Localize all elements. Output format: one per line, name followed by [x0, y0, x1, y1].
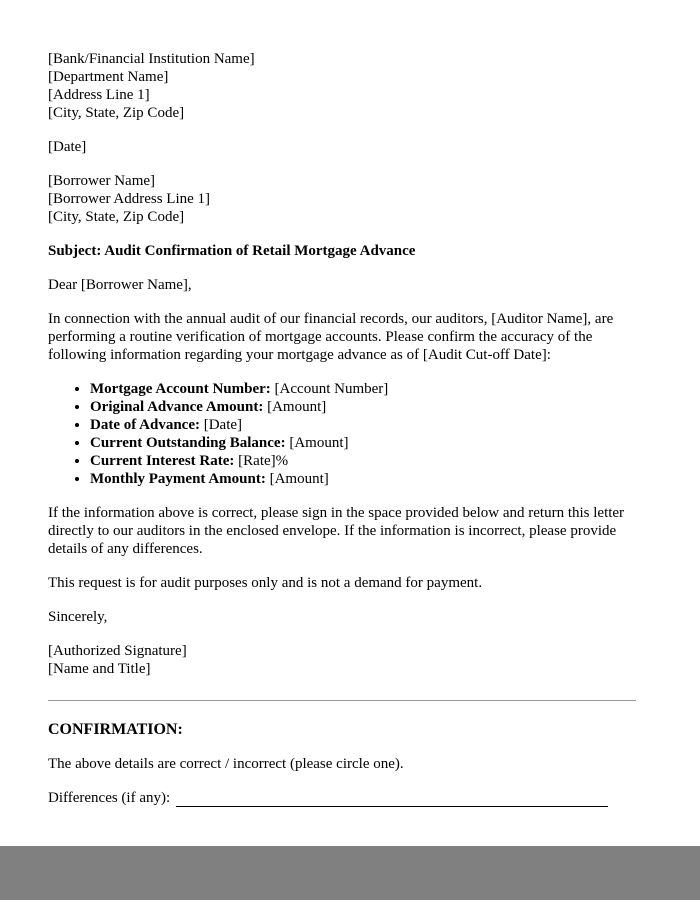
- list-item: [90, 434, 608, 452]
- subject-line: Subject: Audit Confirmation of Retail Mortgage Advance: [48, 243, 416, 259]
- intro-paragraph: In connection with the annual audit of our financial records, our auditors, [Auditor Name], are performing a routine verification of mortgage accounts. Please confirm the accuracy of the following information regarding your mortgage advance as of [Audit Cut-off Date]:: [48, 311, 614, 363]
- sign-instruction-paragraph: If the information above is correct, please sign in the space provided below and return this letter directly to our auditors in the enclosed envelope. If the information is incorrect, please provide details of any differences.: [48, 505, 625, 557]
- detail-label: Current Interest Rate:: [90, 453, 235, 469]
- detail-label: Original Advance Amount:: [90, 399, 264, 415]
- confirmation-instruction: The above details are correct / incorrect (please circle one).: [48, 756, 404, 772]
- signature-line: [Authorized Signature]: [48, 643, 187, 659]
- detail-value: [Date]: [203, 417, 243, 433]
- differences-row: [48, 789, 608, 807]
- differences-label: Differences (if any):: [48, 790, 171, 806]
- sender-line: [Address Line 1]: [48, 87, 150, 103]
- recipient-line: [Borrower Address Line 1]: [48, 191, 211, 207]
- sender-line: [Department Name]: [48, 69, 169, 85]
- purpose-paragraph: This request is for audit purposes only and is not a demand for payment.: [48, 575, 483, 591]
- list-item: [90, 398, 608, 416]
- section-divider: [48, 700, 636, 701]
- recipient-address-block: [48, 172, 640, 226]
- detail-value: [Account Number]: [274, 381, 389, 397]
- list-item: [90, 416, 608, 434]
- closing: Sincerely,: [48, 609, 108, 625]
- detail-value: [Amount]: [269, 471, 329, 487]
- detail-value: [Amount]: [289, 435, 349, 451]
- sender-address-block: [48, 50, 640, 122]
- list-item: [90, 452, 608, 470]
- list-item: [90, 380, 608, 398]
- detail-label: Current Outstanding Balance:: [90, 435, 286, 451]
- detail-value: [Rate]%: [238, 453, 289, 469]
- salutation: Dear [Borrower Name],: [48, 277, 192, 293]
- signature-line: [Name and Title]: [48, 661, 151, 677]
- sender-line: [City, State, Zip Code]: [48, 105, 185, 121]
- recipient-line: [City, State, Zip Code]: [48, 209, 185, 225]
- detail-value: [Amount]: [267, 399, 327, 415]
- mortgage-details-list: [48, 380, 608, 488]
- detail-label: Date of Advance:: [90, 417, 200, 433]
- date-line: [Date]: [48, 139, 87, 155]
- detail-label: Monthly Payment Amount:: [90, 471, 266, 487]
- list-item: [90, 470, 608, 488]
- detail-label: Mortgage Account Number:: [90, 381, 271, 397]
- confirmation-heading: CONFIRMATION:: [48, 721, 183, 738]
- differences-blank-line: [176, 791, 608, 807]
- sender-line: [Bank/Financial Institution Name]: [48, 51, 255, 67]
- signature-block: [48, 642, 640, 678]
- recipient-line: [Borrower Name]: [48, 173, 156, 189]
